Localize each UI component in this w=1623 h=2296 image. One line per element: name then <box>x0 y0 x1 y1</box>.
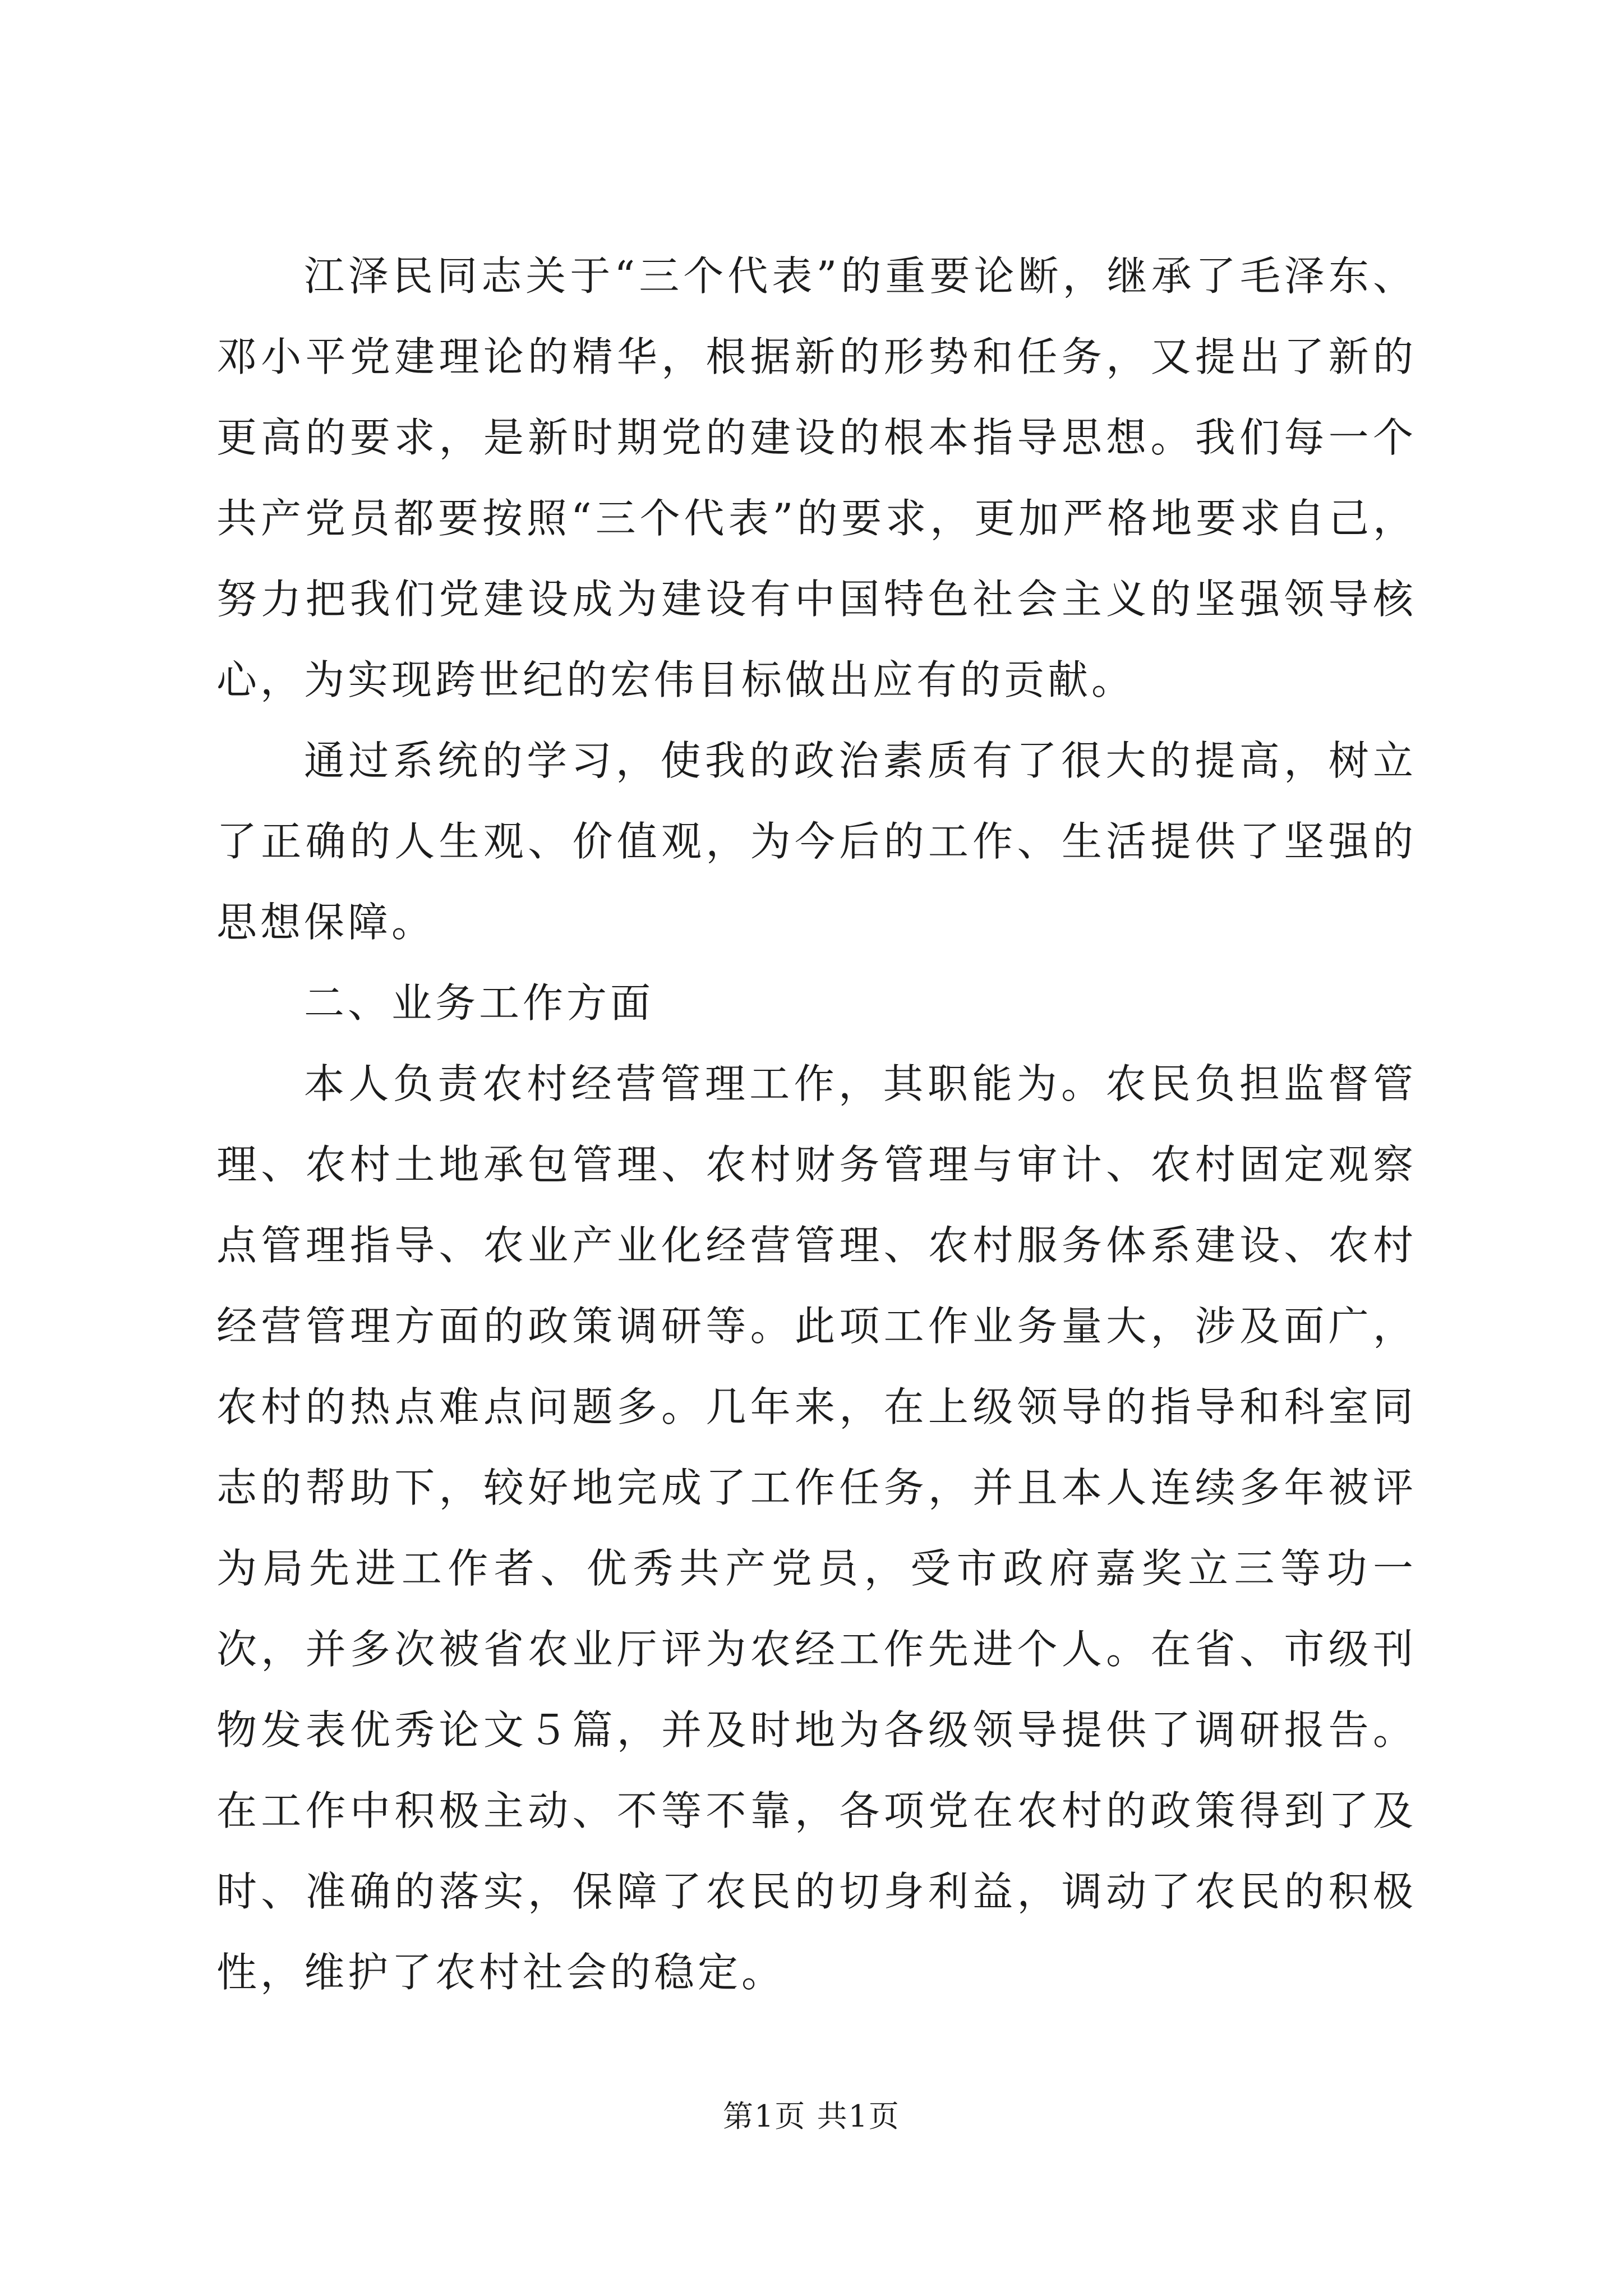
paragraph-study-results: 通过系统的学习，使我的政治素质有了很大的提高，树立了正确的人生观、价值观，为今后的工作、生活提供了坚强的思想保障。 <box>216 737 1417 946</box>
paragraph-business-work: 本人负责农村经营管理工作，其职能为。农民负担监督管理、农村土地承包管理、农村财务管理与审计、农村固定观察点管理指导、农业产业化经营管理、农村服务体系建设、农村经营管理方面的政策调研等。此项工作业务量大，涉及面广，农村的热点难点问题多。几年来，在上级领导的指导和科室同志的帮助下，较好地完成了工作任务，并且本人连续多年被评为局先进工作者、优秀共产党员，受市政府嘉奖立三等功一次，并多次被省农业厅评为农经工作先进个人。在省、市级刊物发表优秀论文５篇，并及时地为各级领导提供了调研报告。在工作中积极主动、不等不靠，各项党在农村的政策得到了及时、准确的落实，保障了农民的切身利益，调动了农民的积极性，维护了农村社会的稳定。 <box>216 1060 1417 1996</box>
page-footer: 第1页 共1页 <box>723 2099 900 2134</box>
document-body <box>216 236 1417 2013</box>
section-heading-business-work: 二、业务工作方面 <box>304 979 654 1027</box>
paragraph-three-represents: 江泽民同志关于“三个代表”的重要论断，继承了毛泽东、邓小平党建理论的精华，根据新的形势和任务，又提出了新的更高的要求，是新时期党的建设的根本指导思想。我们每一个共产党员都要按照“三个代表”的要求，更加严格地要求自己，努力把我们党建设成为建设有中国特色社会主义的坚强领导核心，为实现跨世纪的宏伟目标做出应有的贡献。 <box>216 252 1417 703</box>
